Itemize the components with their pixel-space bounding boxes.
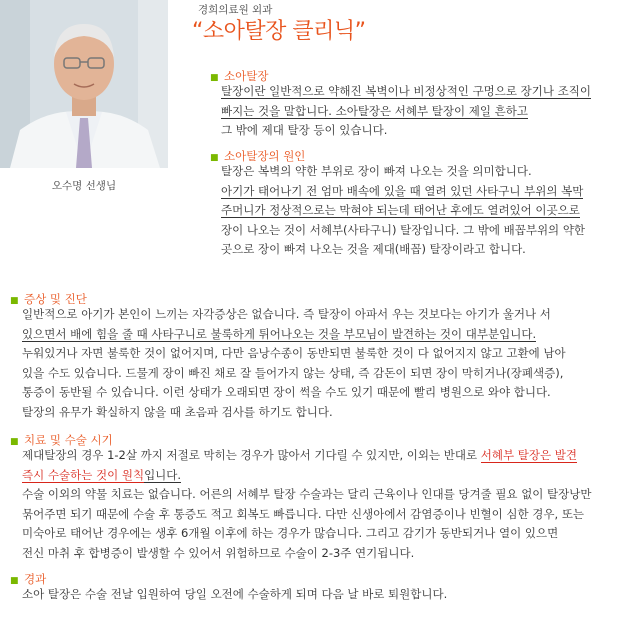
highlight-text: 서혜부 탈장은 발견	[480, 448, 577, 462]
body-line: 곳으로 장이 빠져 나오는 것을 제대(배꼽) 탈장이라고 합니다.	[221, 242, 526, 256]
body-line: 장이 나오는 것이 서혜부(사타구니) 탈장입니다. 그 밖에 배꼽부위의 약한	[221, 222, 586, 237]
doctor-photo	[0, 0, 168, 168]
body-line: 있으면서 배에 힘을 줄 때 사타구니로 불룩하게 튀어나오는 것을 부모님이 발견하는 것이 대부분입니다.	[22, 326, 537, 341]
section-heading-text: 소아탈장	[224, 69, 269, 83]
section-body-inguinal-hernia	[221, 82, 591, 141]
body-line: 있을 수도 있습니다. 드물게 장이 빠진 채로 잘 들어가지 않는 상태, 즉 감돈이 되면 장이 막히거나(장폐색증),	[22, 365, 564, 380]
doctor-portrait-image	[0, 0, 168, 168]
body-line: 소아 탈장은 수술 전날 입원하여 당일 오전에 수술하게 되며 다음 날 바로 퇴원합니다.	[22, 587, 448, 601]
body-line: 일반적으로 아기가 본인이 느끼는 자각증상은 없습니다. 즉 탈장이 아파서 우는 것보다는 아기가 울거나 서	[22, 307, 551, 321]
body-line: 수술 이외의 약물 치료는 없습니다. 어른의 서혜부 탈장 수술과는 달리 근육이나 인대를 당겨줄 필요 없이 탈장낭만	[22, 487, 592, 501]
body-line: 누워있거나 자면 불룩한 것이 없어지며, 다만 음낭수종이 동반되면 불룩한 것이 다 없어지지 않고 고환에 남아	[22, 346, 566, 360]
section-heading-text: 증상 및 진단	[24, 292, 87, 306]
body-line: 미숙아로 태어난 경우에는 생후 6개월 이후에 하는 경우가 많습니다. 그리고 감기가 동반되거나 열이 있으면	[22, 526, 559, 540]
bullet-icon: ■	[10, 576, 19, 586]
body-line: 그 밖에 제대 탈장 등이 있습니다.	[221, 123, 388, 137]
body-line: 입니다.	[144, 467, 182, 482]
clinic-title: “소아탈장 클리닉”	[192, 19, 366, 44]
highlight-text: 즉시 수술하는 것이 원칙	[22, 467, 145, 482]
body-line: 탈장의 유무가 확실하지 않을 때 초음파 검사를 하기도 합니다.	[22, 404, 333, 419]
section-heading-text: 경과	[24, 572, 47, 586]
bullet-icon: ■	[10, 437, 19, 447]
body-line: 묶어주면 되기 때문에 수술 후 통증도 적고 회복도 빠릅니다. 다만 신생아에서 감염증이나 빈혈이 심한 경우, 또는	[22, 506, 585, 521]
body-line: 주머니가 정상적으로는 막혀야 되는데 태어난 후에도 열려있어 이곳으로	[221, 203, 580, 217]
section-body-progress	[22, 585, 447, 605]
doctor-caption: 오수명 선생님	[51, 180, 117, 192]
section-heading-text: 치료 및 수술 시기	[24, 433, 113, 447]
body-line: 아기가 태어나기 전 엄마 배속에 있을 때 열려 있던 사타구니 부위의 복막	[221, 183, 584, 198]
section-heading-text: 소아탈장의 원인	[224, 149, 306, 163]
section-body-symptoms	[22, 305, 566, 422]
body-line: 통증이 동반될 수 있습니다. 이런 상태가 오래되면 장이 썩을 수도 있기 때문에 빨리 병원으로 와야 합니다.	[22, 385, 551, 399]
body-line: 제대탈장의 경우 1-2살 까지 저절로 막히는 경우가 많아서 기다릴 수 있지만, 이외는 반대로	[22, 448, 481, 462]
section-body-treatment	[22, 446, 592, 563]
bullet-icon: ■	[10, 296, 19, 306]
department-label: 경희의료원 외과	[198, 4, 273, 16]
body-line: 빠지는 것을 말합니다. 소아탈장은 서혜부 탈장이 제일 흔하고	[221, 103, 528, 118]
bullet-icon: ■	[210, 153, 219, 163]
body-line: 전신 마취 후 합병증이 발생할 수 있어서 위험하므로 수술이 2-3주 연기됩니다.	[22, 545, 415, 560]
bullet-icon: ■	[210, 73, 219, 83]
body-line: 탈장이란 일반적으로 약해진 복벽이나 비정상적인 구멍으로 장기나 조직이	[221, 84, 591, 98]
body-line: 탈장은 복벽의 약한 부위로 장이 빠져 나오는 것을 의미합니다.	[221, 164, 532, 178]
section-body-cause	[221, 162, 585, 260]
